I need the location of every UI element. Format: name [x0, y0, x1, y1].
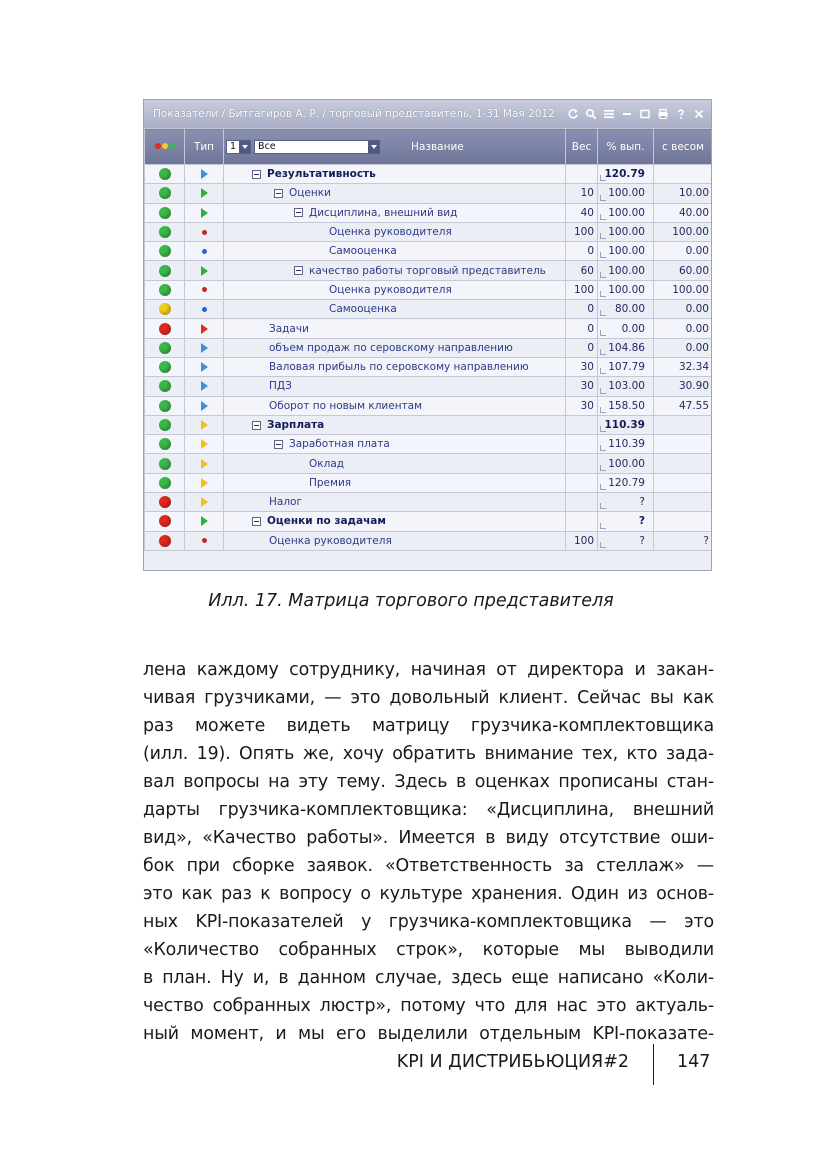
weighted-cell — [654, 165, 713, 184]
weighted-cell: 60.00 — [654, 261, 713, 280]
status-green-icon — [159, 342, 171, 354]
table-row[interactable] — [145, 377, 713, 396]
drilldown-icon[interactable] — [600, 407, 606, 413]
pct-value: 100.00 — [608, 187, 645, 200]
dot-blue-icon — [202, 249, 207, 254]
status-green-icon — [159, 265, 171, 277]
running-footer-title: KPI И ДИСТРИБЬЮЦИЯ#2 — [396, 1052, 629, 1072]
type-column-header[interactable]: Тип — [185, 129, 224, 165]
print-icon[interactable] — [657, 108, 669, 120]
flag-yellow-icon — [201, 478, 208, 488]
drilldown-icon[interactable] — [600, 465, 606, 471]
collapse-icon[interactable] — [252, 421, 261, 430]
pct-value: ? — [638, 515, 645, 528]
pct-cell — [598, 512, 654, 531]
status-column-header[interactable] — [145, 129, 185, 165]
type-cell — [185, 203, 224, 222]
weighted-cell: 30.90 — [654, 377, 713, 396]
pct-value: 0.00 — [621, 322, 645, 335]
status-green-icon — [159, 361, 171, 373]
weight-cell — [566, 454, 598, 473]
table-row[interactable] — [145, 338, 713, 357]
weight-cell: 60 — [566, 261, 598, 280]
text-line: чество собранных люстр», потому что для нас это актуаль- — [143, 996, 714, 1016]
drilldown-icon[interactable] — [600, 388, 606, 394]
status-cell — [145, 454, 185, 473]
name-cell — [224, 454, 566, 473]
name-cell — [224, 377, 566, 396]
table-row[interactable] — [145, 435, 713, 454]
text-line: ных KPI-показателей у грузчика-комплектовщика — это — [143, 912, 714, 932]
table-row[interactable] — [145, 512, 713, 531]
window-title: Показатели / Битгагиров А. Р. / торговый представитель, 1-31 Мая 2012 — [153, 108, 555, 120]
flag-green-icon — [201, 266, 208, 276]
type-cell — [185, 242, 224, 261]
pct-value: 100.00 — [608, 245, 645, 258]
status-cell — [145, 531, 185, 550]
footer-divider — [653, 1044, 654, 1085]
collapse-icon[interactable] — [252, 517, 261, 526]
text-line: вид», «Качество работы». Имеется в виду отсутствие оши- — [143, 828, 714, 848]
pct-cell — [598, 222, 654, 241]
weighted-cell — [654, 415, 713, 434]
flag-blue-icon — [201, 401, 208, 411]
text-line: (илл. 19). Опять же, хочу обратить внимание тех, кто зада- — [143, 744, 714, 764]
table-header-row — [145, 129, 713, 165]
status-cell — [145, 165, 185, 184]
flag-yellow-icon — [201, 459, 208, 469]
drilldown-icon[interactable] — [600, 484, 606, 490]
drilldown-icon[interactable] — [600, 272, 606, 278]
name-cell — [224, 319, 566, 338]
status-green-icon — [159, 226, 171, 238]
type-cell — [185, 493, 224, 512]
flag-yellow-icon — [201, 439, 208, 449]
weighted-cell — [654, 512, 713, 531]
pct-cell — [598, 454, 654, 473]
pct-value: ? — [639, 496, 645, 509]
status-cell — [145, 435, 185, 454]
search-icon[interactable] — [585, 108, 597, 120]
weighted-cell: 10.00 — [654, 184, 713, 203]
table-row[interactable] — [145, 300, 713, 319]
pct-cell — [598, 300, 654, 319]
name-cell — [224, 396, 566, 415]
drilldown-icon[interactable] — [600, 330, 606, 336]
weight-cell: 0 — [566, 242, 598, 261]
flag-blue-icon — [201, 381, 208, 391]
pct-cell — [598, 415, 654, 434]
name-cell — [224, 280, 566, 299]
collapse-icon[interactable] — [274, 189, 283, 198]
drilldown-icon[interactable] — [600, 175, 606, 181]
type-cell — [185, 512, 224, 531]
pct-value: 158.50 — [608, 399, 645, 412]
flag-blue-icon — [201, 169, 208, 179]
text-line: вал вопросы на эту тему. Здесь в оценках прописаны стан- — [143, 772, 714, 792]
table-row[interactable] — [145, 357, 713, 376]
weighted-cell: 0.00 — [654, 242, 713, 261]
table-row[interactable] — [145, 531, 713, 550]
pct-value: 100.00 — [608, 206, 645, 219]
pct-cell — [598, 184, 654, 203]
weighted-cell: 0.00 — [654, 319, 713, 338]
flag-green-icon — [201, 188, 208, 198]
table-row[interactable] — [145, 165, 713, 184]
text-line: ный момент, и мы его выделили отдельным KPI-показате- — [143, 1024, 714, 1044]
table-row[interactable] — [145, 415, 713, 434]
weight-cell: 0 — [566, 300, 598, 319]
pct-cell — [598, 203, 654, 222]
drilldown-icon[interactable] — [600, 445, 606, 451]
pct-value: 110.39 — [608, 438, 645, 451]
status-cell — [145, 280, 185, 299]
pct-value: 110.39 — [604, 419, 645, 431]
status-red-icon — [159, 535, 171, 547]
type-cell — [185, 261, 224, 280]
status-green-icon — [159, 168, 171, 180]
status-cell — [145, 338, 185, 357]
kpi-matrix-screenshot — [143, 99, 712, 571]
name-cell — [224, 473, 566, 492]
table-row[interactable] — [145, 396, 713, 415]
type-cell — [185, 319, 224, 338]
status-cell — [145, 300, 185, 319]
pct-value: 120.79 — [608, 476, 645, 489]
row-name: Премия — [309, 476, 352, 489]
status-red-icon — [159, 323, 171, 335]
status-cell — [145, 242, 185, 261]
text-line: раз можете видеть матрицу грузчика-комплектовщика — [143, 716, 714, 736]
pct-value: 100.00 — [608, 457, 645, 470]
status-red-icon — [159, 515, 171, 527]
weighted-cell: 47.55 — [654, 396, 713, 415]
chevron-down-icon — [239, 141, 250, 153]
row-name: Оценка руководителя — [269, 534, 392, 547]
weight-cell: 30 — [566, 396, 598, 415]
help-icon[interactable] — [675, 108, 687, 120]
name-cell — [224, 222, 566, 241]
row-name: Валовая прибыль по серовскому направлению — [269, 361, 529, 374]
flag-blue-icon — [201, 362, 208, 372]
window-toolbar — [567, 108, 705, 120]
status-cell — [145, 261, 185, 280]
weight-cell: 100 — [566, 222, 598, 241]
row-name: Оценки по задачам — [267, 515, 386, 528]
name-cell — [224, 493, 566, 512]
table-row[interactable] — [145, 242, 713, 261]
table-row[interactable] — [145, 203, 713, 222]
dot-red-icon — [202, 538, 207, 543]
table-row[interactable] — [145, 261, 713, 280]
traffic-light-icon — [154, 141, 176, 153]
drilldown-icon[interactable] — [600, 503, 606, 509]
pct-cell — [598, 242, 654, 261]
flag-blue-icon — [201, 343, 208, 353]
weight-cell: 10 — [566, 184, 598, 203]
status-cell — [145, 377, 185, 396]
row-name: качество работы торговый представитель — [309, 264, 546, 277]
type-cell — [185, 454, 224, 473]
status-green-icon — [159, 400, 171, 412]
name-column-label: Название — [411, 140, 464, 153]
weight-cell — [566, 512, 598, 531]
figure-caption: Илл. 17. Матрица торгового представителя — [208, 591, 614, 611]
weight-column-header[interactable]: Вес — [566, 129, 598, 165]
drilldown-icon[interactable] — [600, 195, 606, 201]
status-green-icon — [159, 207, 171, 219]
flag-yellow-icon — [201, 420, 208, 430]
status-cell — [145, 357, 185, 376]
name-cell — [224, 165, 566, 184]
name-cell — [224, 184, 566, 203]
status-green-icon — [159, 477, 171, 489]
status-green-icon — [159, 438, 171, 450]
weight-cell: 0 — [566, 338, 598, 357]
status-cell — [145, 512, 185, 531]
text-line: дарты грузчика-комплектовщика: «Дисциплина, внешний — [143, 800, 714, 820]
collapse-icon[interactable] — [274, 440, 283, 449]
maximize-icon[interactable] — [639, 108, 651, 120]
pct-value: 120.79 — [604, 168, 645, 181]
name-cell — [224, 415, 566, 434]
weighted-cell: 0.00 — [654, 300, 713, 319]
weight-cell — [566, 493, 598, 512]
weighted-cell — [654, 473, 713, 492]
row-name: Оклад — [309, 457, 345, 470]
text-line: лена каждому сотруднику, начиная от директора и закан- — [143, 660, 714, 680]
status-cell — [145, 203, 185, 222]
drilldown-icon[interactable] — [600, 291, 606, 297]
type-cell — [185, 165, 224, 184]
weighted-cell: 40.00 — [654, 203, 713, 222]
drilldown-icon[interactable] — [600, 252, 606, 258]
name-cell — [224, 261, 566, 280]
flag-green-icon — [201, 208, 208, 218]
pct-value: 104.86 — [608, 341, 645, 354]
row-name: Задачи — [269, 322, 309, 335]
pct-cell — [598, 165, 654, 184]
table-row[interactable] — [145, 222, 713, 241]
text-line: в план. Ну и, в данном случае, здесь еще написано «Коли- — [143, 968, 714, 988]
status-red-icon — [159, 496, 171, 508]
weight-cell: 30 — [566, 357, 598, 376]
type-cell — [185, 415, 224, 434]
pct-cell — [598, 377, 654, 396]
row-name: Самооценка — [329, 245, 397, 258]
weight-cell — [566, 473, 598, 492]
weighted-cell: 100.00 — [654, 222, 713, 241]
drilldown-icon[interactable] — [600, 349, 606, 355]
row-name: Налог — [269, 496, 302, 509]
pct-value: 103.00 — [608, 380, 645, 393]
row-name: Оборот по новым клиентам — [269, 399, 423, 412]
status-green-icon — [159, 187, 171, 199]
status-cell — [145, 319, 185, 338]
drilldown-icon[interactable] — [600, 368, 606, 374]
name-cell — [224, 357, 566, 376]
status-green-icon — [159, 380, 171, 392]
dot-red-icon — [202, 230, 207, 235]
list-icon[interactable] — [603, 108, 615, 120]
pct-value: 100.00 — [608, 226, 645, 239]
status-cell — [145, 415, 185, 434]
scope-select[interactable]: Все — [254, 140, 380, 154]
row-name: Оценки — [289, 187, 331, 200]
row-name: Оценка руководителя — [329, 283, 452, 296]
drilldown-icon[interactable] — [600, 542, 606, 548]
chevron-down-icon — [368, 141, 379, 153]
type-cell — [185, 222, 224, 241]
status-green-icon — [159, 458, 171, 470]
pct-cell — [598, 280, 654, 299]
window-titlebar — [144, 100, 711, 128]
row-name: объем продаж по серовскому направлению — [269, 341, 513, 354]
row-name: Дисциплина, внешний вид — [309, 206, 458, 219]
status-cell — [145, 493, 185, 512]
table-row[interactable] — [145, 184, 713, 203]
drilldown-icon[interactable] — [600, 214, 606, 220]
weight-cell: 100 — [566, 280, 598, 299]
flag-red-icon — [201, 324, 208, 334]
row-name: Оценка руководителя — [329, 226, 452, 239]
text-line: бок при сборке заявок. «Ответственность за стеллаж» — — [143, 856, 714, 876]
drilldown-icon[interactable] — [600, 233, 606, 239]
table-row[interactable] — [145, 319, 713, 338]
weight-cell: 40 — [566, 203, 598, 222]
page-number: 147 — [677, 1052, 711, 1072]
text-line: чивая грузчиками, — это довольный клиент. Сейчас вы как — [143, 688, 714, 708]
status-green-icon — [159, 284, 171, 296]
row-name: Заработная плата — [289, 438, 390, 451]
text-line: это как раз к вопросу о культуре хранения. Один из основ- — [143, 884, 714, 904]
name-cell — [224, 338, 566, 357]
weighted-cell — [654, 493, 713, 512]
type-cell — [185, 531, 224, 550]
pct-value: 80.00 — [614, 303, 645, 316]
pct-cell — [598, 357, 654, 376]
name-cell — [224, 512, 566, 531]
pct-value: 107.79 — [608, 361, 645, 374]
pct-value: 100.00 — [608, 264, 645, 277]
dot-red-icon — [202, 287, 207, 292]
pct-value: ? — [639, 534, 645, 547]
dot-blue-icon — [202, 307, 207, 312]
weighted-cell: ? — [654, 531, 713, 550]
weighted-cell: 0.00 — [654, 338, 713, 357]
text-line: «Количество собранных строк», которые мы выводили — [143, 940, 714, 960]
pct-cell — [598, 473, 654, 492]
row-name: Результативность — [267, 168, 376, 181]
table-row[interactable] — [145, 493, 713, 512]
pct-value: 100.00 — [608, 283, 645, 296]
table-row[interactable] — [145, 473, 713, 492]
name-column-header[interactable] — [224, 129, 566, 165]
status-yellow-icon — [159, 303, 171, 315]
refresh-icon[interactable] — [567, 108, 579, 120]
weighted-cell: 32.34 — [654, 357, 713, 376]
level-select[interactable]: 1 — [226, 140, 251, 154]
pct-cell — [598, 435, 654, 454]
minimize-icon[interactable] — [621, 108, 633, 120]
table-row[interactable] — [145, 280, 713, 299]
drilldown-icon[interactable] — [600, 310, 606, 316]
weighted-cell: 100.00 — [654, 280, 713, 299]
weight-cell — [566, 415, 598, 434]
status-green-icon — [159, 245, 171, 257]
status-cell — [145, 473, 185, 492]
type-cell — [185, 473, 224, 492]
type-cell — [185, 338, 224, 357]
pct-cell — [598, 396, 654, 415]
type-cell — [185, 396, 224, 415]
weight-cell: 30 — [566, 377, 598, 396]
pct-cell — [598, 493, 654, 512]
name-cell — [224, 242, 566, 261]
pct-column-header[interactable]: % вып. — [598, 129, 654, 165]
table-row[interactable] — [145, 454, 713, 473]
status-cell — [145, 396, 185, 415]
kpi-table — [144, 128, 712, 551]
type-cell — [185, 377, 224, 396]
pct-cell — [598, 319, 654, 338]
row-name: ПДЗ — [269, 380, 292, 393]
type-cell — [185, 184, 224, 203]
name-cell — [224, 203, 566, 222]
name-cell — [224, 300, 566, 319]
row-name: Самооценка — [329, 303, 397, 316]
type-cell — [185, 300, 224, 319]
status-cell — [145, 222, 185, 241]
pct-cell — [598, 261, 654, 280]
weight-cell — [566, 165, 598, 184]
row-name: Зарплата — [267, 419, 325, 431]
status-cell — [145, 184, 185, 203]
type-cell — [185, 435, 224, 454]
pct-cell — [598, 338, 654, 357]
drilldown-icon[interactable] — [600, 426, 606, 432]
name-cell — [224, 531, 566, 550]
collapse-icon[interactable] — [252, 170, 261, 179]
weight-cell — [566, 435, 598, 454]
collapse-icon[interactable] — [294, 208, 303, 217]
type-cell — [185, 357, 224, 376]
status-green-icon — [159, 419, 171, 431]
pct-cell — [598, 531, 654, 550]
weighted-cell — [654, 454, 713, 473]
name-cell — [224, 435, 566, 454]
drilldown-icon[interactable] — [600, 523, 606, 529]
collapse-icon[interactable] — [294, 266, 303, 275]
weight-cell: 100 — [566, 531, 598, 550]
flag-green-icon — [201, 516, 208, 526]
close-icon[interactable] — [693, 108, 705, 120]
weighted-column-header[interactable]: с весом — [654, 129, 713, 165]
weight-cell: 0 — [566, 319, 598, 338]
type-cell — [185, 280, 224, 299]
flag-yellow-icon — [201, 497, 208, 507]
weighted-cell — [654, 435, 713, 454]
body-paragraph — [143, 656, 714, 1048]
